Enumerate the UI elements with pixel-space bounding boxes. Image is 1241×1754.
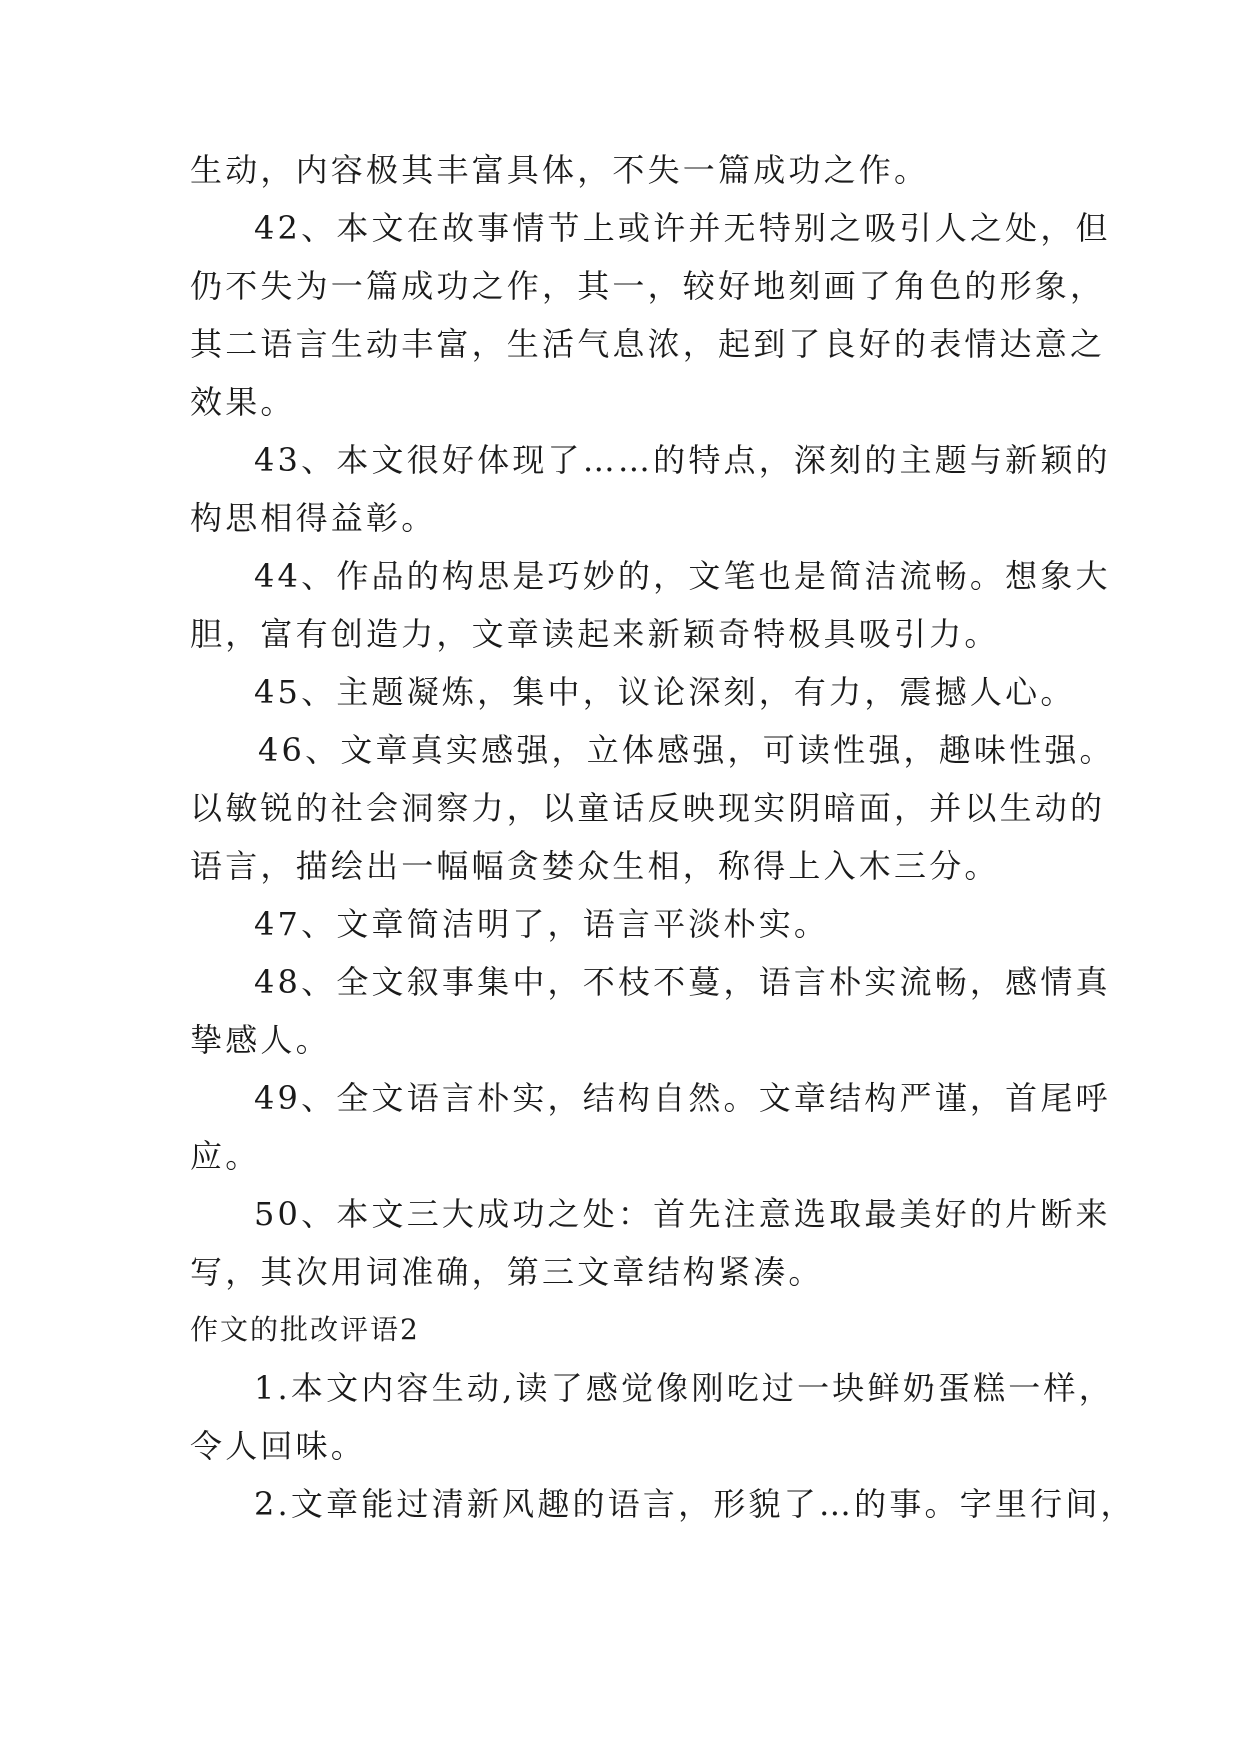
text-line: 仍不失为一篇成功之作，其一，较好地刻画了角色的形象， [190, 267, 1106, 305]
comment-50: 50、本文三大成功之处：首先注意选取最美好的片断来 [254, 1195, 1111, 1233]
comment-43: 43、本文很好体现了……的特点，深刻的主题与新颖的 [254, 441, 1111, 479]
text-line: 以敏锐的社会洞察力，以童话反映现实阴暗面，并以生动的 [190, 789, 1106, 827]
comment-2: 2.文章能过清新风趣的语言，形貌了…的事。字里行间， [254, 1485, 1136, 1523]
comment-44: 44、作品的构思是巧妙的，文笔也是简洁流畅。想象大 [254, 557, 1111, 595]
comment-46: 46、文章真实感强，立体感强，可读性强，趣味性强。 [258, 731, 1115, 769]
text-line: 挚感人。 [190, 1021, 331, 1059]
comment-42: 42、本文在故事情节上或许并无特别之吸引人之处，但 [254, 209, 1111, 247]
text-line: 应。 [190, 1137, 261, 1175]
comment-48: 48、全文叙事集中，不枝不蔓，语言朴实流畅，感情真 [254, 963, 1111, 1001]
text-line: 写，其次用词准确，第三文章结构紧凑。 [190, 1253, 824, 1291]
text-line: 其二语言生动丰富，生活气息浓，起到了良好的表情达意之 [190, 325, 1106, 363]
text-line: 生动，内容极其丰富具体，不失一篇成功之作。 [190, 151, 930, 189]
section-heading: 作文的批改评语2 [190, 1313, 420, 1346]
text-line: 胆，富有创造力，文章读起来新颖奇特极具吸引力。 [190, 615, 1000, 653]
comment-49: 49、全文语言朴实，结构自然。文章结构严谨，首尾呼 [254, 1079, 1111, 1117]
comment-47: 47、文章简洁明了，语言平淡朴实。 [254, 905, 830, 943]
text-line: 语言，描绘出一幅幅贪婪众生相，称得上入木三分。 [190, 847, 1000, 885]
text-line: 令人回味。 [190, 1427, 367, 1465]
comment-45: 45、主题凝炼，集中，议论深刻，有力，震撼人心。 [254, 673, 1076, 711]
comment-1: 1.本文内容生动,读了感觉像刚吃过一块鲜奶蛋糕一样， [254, 1369, 1114, 1407]
text-line: 效果。 [190, 383, 296, 421]
text-line: 构思相得益彰。 [190, 499, 437, 537]
